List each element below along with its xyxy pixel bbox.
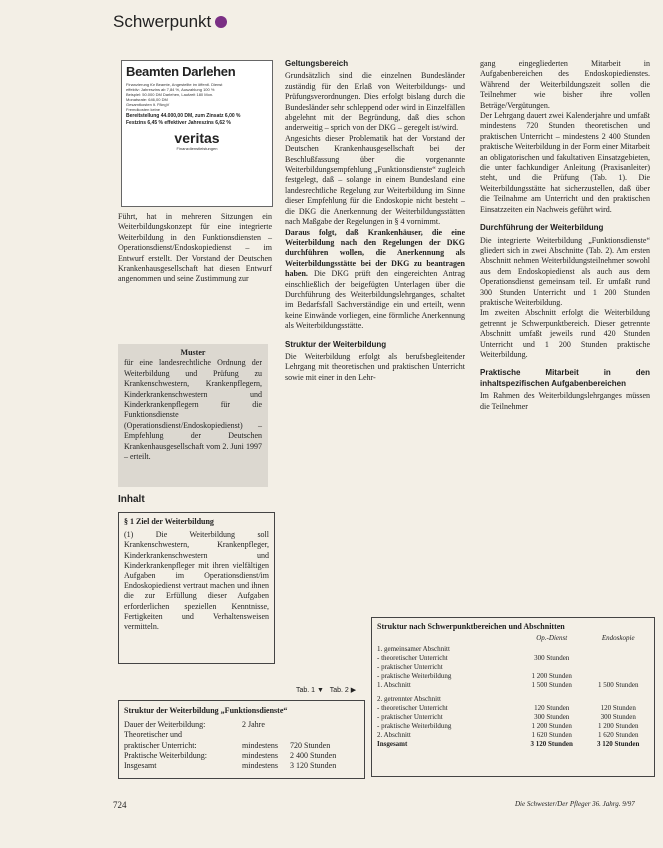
- table-cell: - praktischer Unterricht: [377, 663, 443, 671]
- struktur-row: [124, 761, 359, 771]
- table-cell: [516, 645, 587, 654]
- struktur-value: 2 400 Stunden: [290, 750, 337, 760]
- muster-text: für eine landesrechtliche Ordnung der Weiterbildung und Prüfung zu Krankenschwestern, Krankenpflegern, Kinderkrankenschwestern und Kinderkrankenpflegern für die Funktionsdienste (Operationsdienst/Endoskopiedienst) – Empfehlung der Deutschen Krankenhausgesellschaft vom 2. Juni 1997 – erteilt.: [124, 358, 262, 462]
- nav-prev-label: Tab. 1: [296, 687, 316, 694]
- struktur-label: Insgesamt: [124, 761, 157, 771]
- section-heading: Praktische Mitarbeit in den inhaltspezifischen Aufgabenbereichen: [480, 368, 650, 388]
- table-cell: 1 200 Stunden: [598, 722, 639, 730]
- paragraph-box: [118, 512, 275, 664]
- struktur-qualifier: mindestens: [242, 761, 278, 771]
- body-paragraph: [285, 228, 465, 332]
- table-cell: 3 120 Stunden: [530, 740, 573, 748]
- struktur-row: [124, 751, 359, 761]
- column-1: [118, 212, 272, 285]
- table-nav: [296, 686, 356, 694]
- table-cell: - praktische Weiterbildung: [377, 672, 452, 680]
- table-cell: - theoretischer Unterricht: [377, 654, 448, 662]
- ad-line: Gesamtkosten lt. PAngV: [126, 102, 170, 107]
- table-cell: [516, 663, 587, 672]
- table-cell: 1. gemeinsamer Abschnitt: [377, 645, 450, 653]
- table-title: Struktur nach Schwerpunktbereichen und Abschnitten: [377, 622, 565, 631]
- table-row: [377, 654, 649, 663]
- table-row: [377, 722, 649, 731]
- table-cell: - praktische Weiterbildung: [377, 722, 452, 730]
- table-cell: - theoretischer Unterricht: [377, 704, 448, 712]
- struktur-label: praktischer Unterricht:: [124, 740, 197, 750]
- down-arrow-icon: ▼: [317, 687, 324, 694]
- table-cell: 1. Abschnitt: [377, 681, 411, 689]
- section-header: [113, 12, 227, 32]
- table-cell: 120 Stunden: [600, 704, 636, 712]
- table-cell: [516, 695, 587, 704]
- body-paragraph: Der Lehrgang dauert zwei Kalenderjahre und umfaßt mindestens 720 Stunden theoretischen und praktischen Unterricht – mindestens 2 400 Stunden praktische Weiterbildung in der Form einer Mitarbeit an obligatorischen und fakultativen Einsatzgebieten, die unter fachkundiger Anleitung (Praxisanleiter) steht, und die Prüfung (Tab. 1). Die Weiterbildungsstätte hat sicherzustellen, daß über die Teilnahme am Unterricht und den praktischen Einsatzzeiten ein Nachweis geführt wird.: [480, 111, 650, 214]
- table-cell: [587, 672, 649, 681]
- table-cell: 1 200 Stunden: [531, 722, 572, 730]
- section-heading: Struktur der Weiterbildung: [285, 339, 387, 349]
- body-paragraph: Die Weiterbildung erfolgt als berufsbegleitender Lehrgang mit theoretischen und praktischen Unterricht sowie mit einer in den Lehr-: [285, 351, 465, 382]
- ad-brand-logo: veritas: [174, 130, 220, 146]
- table-cell: 1 500 Stunden: [598, 681, 639, 689]
- table-row: [377, 681, 649, 690]
- right-arrow-icon: ▶: [350, 687, 357, 694]
- struktur-label: Praktische Weiterbildung:: [124, 750, 207, 760]
- struktur-box: [118, 700, 365, 779]
- table-header-cell: Op.-Dienst: [536, 634, 568, 642]
- table-cell: 2. Abschnitt: [377, 731, 411, 739]
- table-cell: 1 200 Stunden: [531, 672, 572, 680]
- table-cell: 300 Stunden: [600, 713, 636, 721]
- struktur-row: [124, 730, 359, 740]
- paragraph-text: (1) Die Weiterbildung soll Krankenschwestern, Krankenpfleger, Kinderkrankenschwestern und Kinderkrankenpfleger mit ihren vielfältigen Aufgaben im Operationsdienst/im Endoskopiedienst vertraut machen und ihnen die zur Erfüllung dieser Aufgaben erforderlichen speziellen Kenntnisse, Fertigkeiten und Verhaltensweisen vermitteln.: [124, 530, 269, 632]
- table-cell: 120 Stunden: [534, 704, 570, 712]
- struktur-row: [124, 741, 359, 751]
- table-row: [377, 704, 649, 713]
- section-title: Schwerpunkt: [113, 12, 212, 31]
- table-2: [371, 617, 655, 777]
- struktur-label: Theoretischer und: [124, 730, 182, 740]
- journal-reference: Die Schwester/Der Pfleger 36. Jahrg. 9/97: [515, 800, 635, 808]
- table-header-cell: Endoskopie: [601, 634, 635, 642]
- ad-line: Fremdkosten keine: [126, 107, 161, 112]
- struktur-qualifier: [242, 730, 290, 740]
- ad-rate-line: Festzins 6,45 % effektiver Jahreszins 6,62 %: [126, 120, 231, 126]
- body-text: Die DKG prüft den eingereichten Antrag einschließlich der beigefügten Unterlagen über die Durchführung des Weiterbildungslehrganges, schaltet im Bedarfsfall Sachverständige ein und erteilt, wenn keine Einwände vorliegen, eine förmliche Anerkennung als Weiterbildungsstätte.: [285, 269, 466, 331]
- table-body: [377, 645, 649, 749]
- ad-line: Beispiel: 50.000 DM Darlehen, Laufzeit 180 Mon.: [126, 92, 214, 97]
- table-header: [377, 634, 649, 643]
- page-number: 724: [113, 800, 127, 810]
- table-row: [377, 695, 649, 704]
- struktur-qualifier: mindestens: [242, 750, 278, 760]
- body-paragraph: Im Rahmen des Weiterbildungslehrganges müssen die Teilnehmer: [480, 391, 650, 411]
- ad-brand-sub: Finanzdienstleistungen: [176, 146, 218, 151]
- table-cell: 3 120 Stunden: [597, 740, 640, 748]
- table-row: [377, 740, 649, 749]
- ad-rate-line: Bereitstellung 44.000,00 DM, zum Zinsatz 6,00 %: [126, 113, 241, 119]
- body-paragraph: Angesichts dieser Problematik hat der Vorstand der Deutschen Krankenhausgesellschaft bei der Beschlußfassung über die vorgenannte Weiterbildungsempfehlung „Funktionsdienste“ zugleich festgelegt, daß – solange in einem Bundesland eine landesrechtliche Regelung zur Weiterbildung im Sinne dieser Empfehlung für die Endoskopie nicht besteht – die DKG die Anerkennung der Weiterbildungsstätten nach Maßgabe der Regelungen in § 4 vornimmt.: [285, 133, 465, 227]
- table-row: [377, 713, 649, 722]
- body-paragraph: Führt, hat in mehreren Sitzungen ein Weiterbildungskonzept für eine integrierte Weiterbildung in den Funktionsdiensten – Operationsdienst/Endoskopiedienst – im Entwurf erstellt. Der Vorstand der Deutschen Krankenhausgesellschaft hat diesen Entwurf angenommen und seine Zustimmung zur: [118, 212, 272, 284]
- muster-box: [118, 344, 268, 487]
- body-paragraph: gang eingegliederten Mitarbeit in Aufgabenbereichen des Endoskopiedienstes. Während der Weiterbildungszeit sollen die Teilnehmer wie bisher ihre vollen Beträge/Vergütungen.: [480, 59, 650, 110]
- struktur-value: 3 120 Stunden: [290, 761, 337, 771]
- table-cell: - praktischer Unterricht: [377, 713, 443, 721]
- bold-text: Daraus folgt, daß Krankenhäuser, die eine Weiterbildung nach den Regelungen der DKG durchführen wollen, die Anerkennung als Weiterbildungsstätte bei der DKG zu beantragen haben.: [285, 227, 465, 279]
- struktur-label: Dauer der Weiterbildung:: [124, 720, 206, 730]
- table-cell: Insgesamt: [377, 740, 408, 748]
- section-dot-icon: [215, 16, 227, 28]
- table-row: [377, 731, 649, 740]
- muster-title: Muster: [180, 348, 206, 357]
- table-cell: 1 500 Stunden: [531, 681, 572, 689]
- paragraph-title: § 1 Ziel der Weiterbildung: [124, 517, 214, 526]
- table-cell: 1 620 Stunden: [598, 731, 639, 739]
- ad-title: Beamten Darlehen: [126, 64, 236, 79]
- struktur-qualifier: 2 Jahre: [242, 720, 265, 730]
- body-paragraph: Die integrierte Weiterbildung „Funktionsdienste“ gliedert sich in zwei Abschnitte (Tab. 2). Am ersten Abschnitt nehmen Weiterbildungsteilnehmer sowohl aus dem Endoskopiedienst als auch aus dem Operationsdienst gemeinsam teil. Er umfaßt rund 300 Stunden Unterricht und 1 200 Stunden praktische Weiterbildung.: [480, 235, 650, 307]
- table-row: [377, 663, 649, 672]
- struktur-qualifier: mindestens: [242, 740, 278, 750]
- table-cell: 300 Stunden: [534, 654, 570, 662]
- table-cell: [587, 695, 649, 704]
- column-2: [285, 59, 465, 383]
- ad-line: Monatsrate: 646,00 DM: [126, 97, 168, 102]
- table-cell: 300 Stunden: [534, 713, 570, 721]
- section-heading: Geltungsbereich: [285, 59, 349, 68]
- table-row: [377, 672, 649, 681]
- section-heading: Durchführung der Weiterbildung: [480, 223, 604, 233]
- table-row: [377, 645, 649, 654]
- inhalt-heading: Inhalt: [118, 494, 145, 505]
- body-paragraph: Grundsätzlich sind die einzelnen Bundesländer zuständig für den Erlaß von Weiterbildungs- und Prüfungsverordnungen. Dies erfolgt bislang durch die Bundesländer sehr schleppend oder wird in Einzelfällen abgelehnt mit der Begründung, daß dies schon anderweitig – sprich von der DKG – geregelt ist/wird.: [285, 71, 465, 133]
- nav-next-label: Tab. 2: [329, 687, 349, 694]
- table-cell: 2. getrennter Abschnitt: [377, 695, 441, 703]
- ad-line: effektiv: Jahreszins ab 7,84 %, Auszahlung 100 %: [126, 87, 215, 92]
- table-header-cell: [377, 634, 516, 643]
- table-cell: [587, 654, 649, 663]
- column-3: [480, 59, 650, 412]
- struktur-row: [124, 720, 359, 730]
- struktur-title: Struktur der Weiterbildung „Funktionsdienste“: [124, 706, 288, 715]
- table-cell: [587, 645, 649, 654]
- table-cell: [587, 663, 649, 672]
- advertisement: [121, 60, 273, 207]
- ad-line: Finanzierung für Beamte, Angestellte im öffentl. Dienst: [126, 82, 223, 87]
- table-cell: 1 620 Stunden: [531, 731, 572, 739]
- body-paragraph: Im zweiten Abschnitt erfolgt die Weiterbildung getrennt je Schwerpunktbereich. Dieser getrennte Abschnitt umfaßt jeweils rund 420 Stunden Unterricht und 1 200 Stunden praktische Weiterbildung.: [480, 308, 650, 359]
- struktur-value: 720 Stunden: [290, 740, 331, 750]
